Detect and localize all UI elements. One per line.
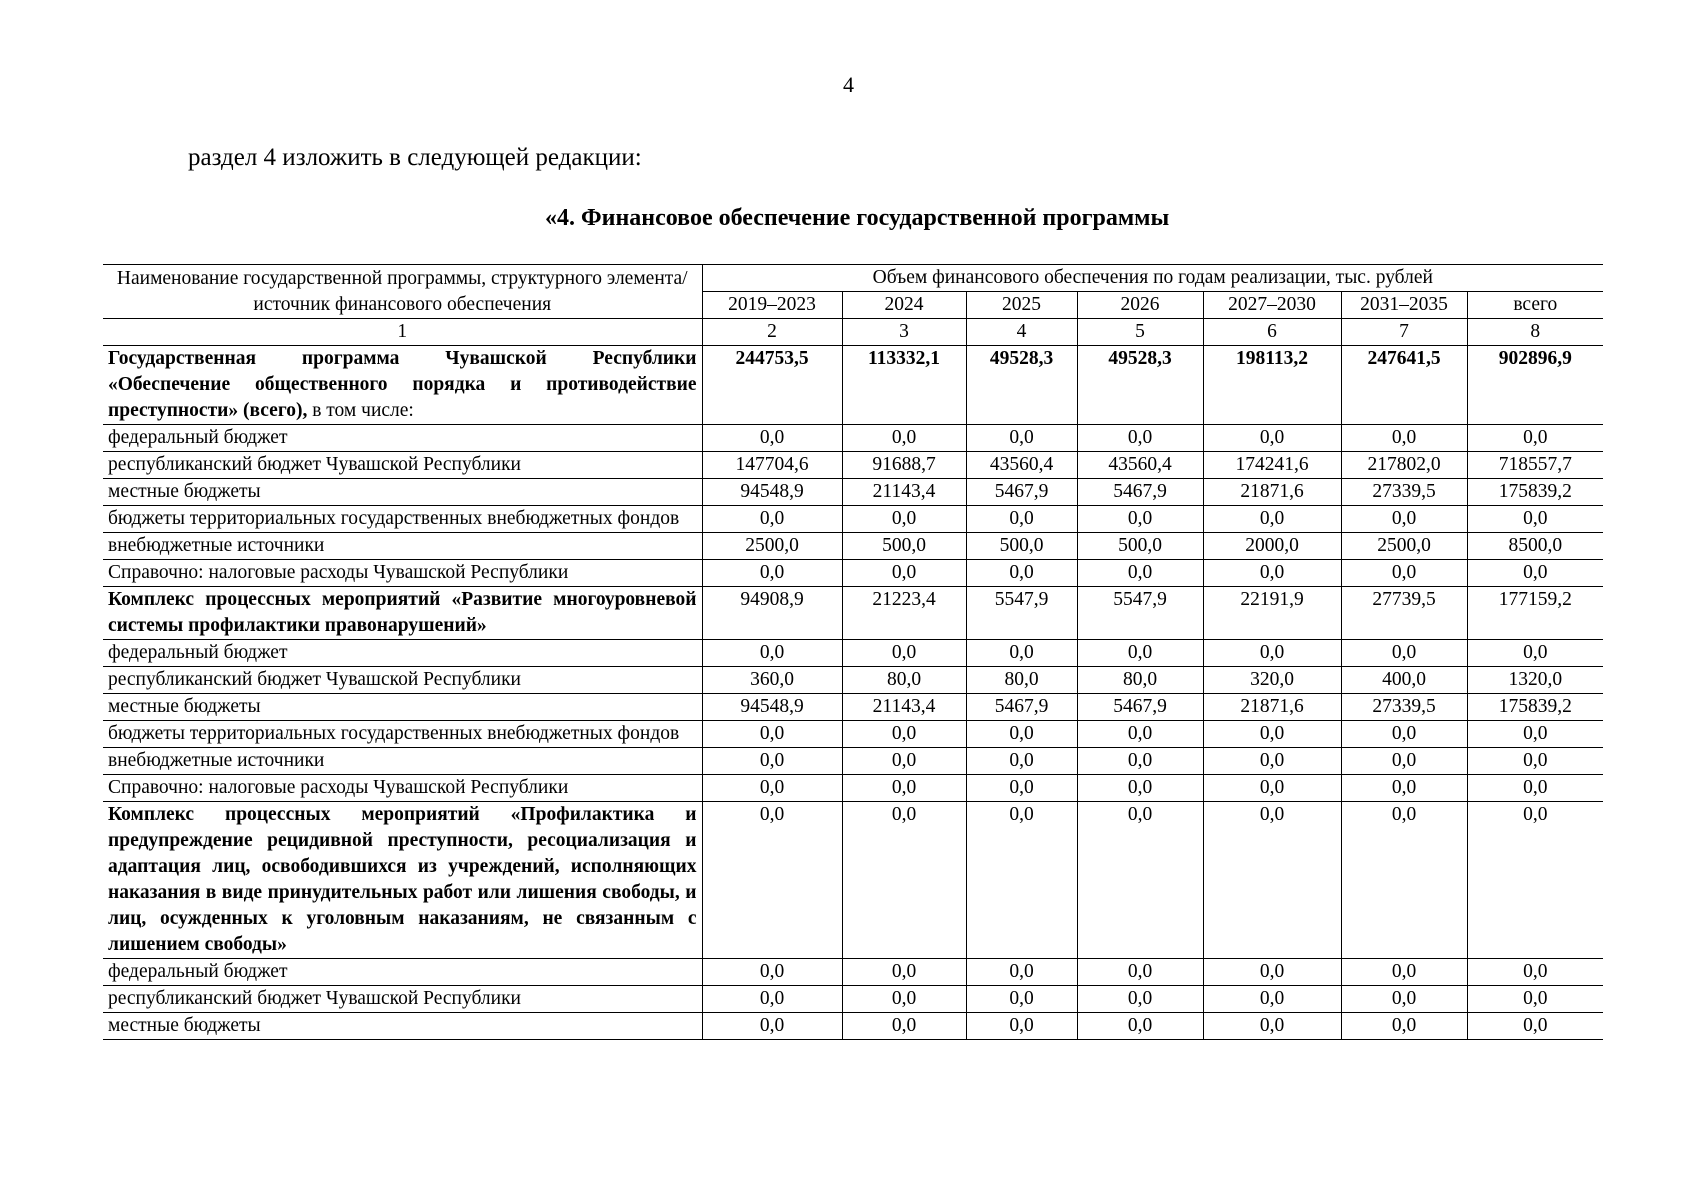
- value-cell: 0,0: [1341, 640, 1467, 667]
- header-year-cell: всего: [1467, 292, 1603, 319]
- table-row: [103, 587, 1603, 640]
- value-cell: 5467,9: [1077, 479, 1203, 506]
- row-label-cell: [103, 694, 702, 721]
- value-cell: 22191,9: [1203, 587, 1341, 640]
- column-number-cell: 6: [1203, 319, 1341, 346]
- table-row: [103, 959, 1603, 986]
- value-cell: 217802,0: [1341, 452, 1467, 479]
- header-year-cell: 2025: [966, 292, 1077, 319]
- value-cell: 43560,4: [966, 452, 1077, 479]
- table-row: [103, 640, 1603, 667]
- value-cell: 94548,9: [702, 479, 842, 506]
- value-cell: 0,0: [1077, 802, 1203, 959]
- row-label-cell: [103, 560, 702, 587]
- value-cell: 8500,0: [1467, 533, 1603, 560]
- value-cell: 360,0: [702, 667, 842, 694]
- value-cell: 174241,6: [1203, 452, 1341, 479]
- value-cell: 80,0: [966, 667, 1077, 694]
- row-label-text: республиканский бюджет Чувашской Республики: [108, 454, 521, 475]
- value-cell: 0,0: [702, 748, 842, 775]
- value-cell: 0,0: [842, 748, 966, 775]
- value-cell: 0,0: [702, 560, 842, 587]
- value-cell: 0,0: [842, 506, 966, 533]
- value-cell: 0,0: [1203, 506, 1341, 533]
- value-cell: 21223,4: [842, 587, 966, 640]
- value-cell: 21871,6: [1203, 694, 1341, 721]
- value-cell: 0,0: [702, 640, 842, 667]
- page-number: 4: [843, 72, 854, 97]
- header-year-cell: 2024: [842, 292, 966, 319]
- value-cell: 0,0: [842, 721, 966, 748]
- value-cell: 0,0: [1203, 802, 1341, 959]
- value-cell: 0,0: [1341, 959, 1467, 986]
- value-cell: 0,0: [1341, 775, 1467, 802]
- value-cell: 0,0: [702, 959, 842, 986]
- row-label-cell: [103, 452, 702, 479]
- value-cell: 0,0: [966, 775, 1077, 802]
- value-cell: 0,0: [966, 506, 1077, 533]
- value-cell: 0,0: [1341, 721, 1467, 748]
- value-cell: 177159,2: [1467, 587, 1603, 640]
- value-cell: 0,0: [1203, 959, 1341, 986]
- row-label-cell: [103, 640, 702, 667]
- value-cell: 0,0: [1341, 986, 1467, 1013]
- value-cell: 0,0: [966, 721, 1077, 748]
- value-cell: 247641,5: [1341, 346, 1467, 425]
- value-cell: 500,0: [1077, 533, 1203, 560]
- value-cell: 0,0: [1203, 748, 1341, 775]
- value-cell: 500,0: [966, 533, 1077, 560]
- value-cell: 27739,5: [1341, 587, 1467, 640]
- value-cell: 0,0: [1077, 986, 1203, 1013]
- value-cell: 0,0: [702, 721, 842, 748]
- row-label-cell: [103, 959, 702, 986]
- value-cell: 5467,9: [1077, 694, 1203, 721]
- column-number-cell: 5: [1077, 319, 1203, 346]
- row-label-bold: Комплекс процессных мероприятий «Профилактика и предупреждение рецидивной преступности, ресоциализация и адаптация лиц, освободившихся из учреждений, исполняющих наказания в виде принудительных работ или лишения свободы, и лиц, осужденных к уголовным наказаниям, не связанным с лишением свободы»: [108, 804, 697, 955]
- value-cell: 0,0: [1467, 959, 1603, 986]
- table-row: [103, 533, 1603, 560]
- row-label-cell: [103, 479, 702, 506]
- value-cell: 147704,6: [702, 452, 842, 479]
- value-cell: 0,0: [1341, 506, 1467, 533]
- value-cell: 0,0: [966, 560, 1077, 587]
- value-cell: 0,0: [1467, 802, 1603, 959]
- value-cell: 902896,9: [1467, 346, 1603, 425]
- value-cell: 0,0: [1341, 560, 1467, 587]
- value-cell: 80,0: [1077, 667, 1203, 694]
- value-cell: 500,0: [842, 533, 966, 560]
- table-row: [103, 748, 1603, 775]
- value-cell: 0,0: [1203, 986, 1341, 1013]
- value-cell: 5467,9: [966, 694, 1077, 721]
- value-cell: 80,0: [842, 667, 966, 694]
- row-label-cell: [103, 986, 702, 1013]
- value-cell: 0,0: [1077, 425, 1203, 452]
- value-cell: 0,0: [1467, 640, 1603, 667]
- section-title: «4. Финансовое обеспечение государственной программы: [545, 205, 1170, 231]
- value-cell: 0,0: [1467, 1013, 1603, 1040]
- value-cell: 0,0: [966, 640, 1077, 667]
- row-label-cell: [103, 425, 702, 452]
- value-cell: 320,0: [1203, 667, 1341, 694]
- row-label-text: внебюджетные источники: [108, 535, 325, 556]
- value-cell: 0,0: [842, 986, 966, 1013]
- row-label-text: бюджеты территориальных государственных внебюджетных фондов: [108, 508, 680, 529]
- row-label-cell: [103, 506, 702, 533]
- intro-text: раздел 4 изложить в следующей редакции:: [188, 144, 642, 171]
- value-cell: 2500,0: [1341, 533, 1467, 560]
- value-cell: 0,0: [1467, 721, 1603, 748]
- value-cell: 0,0: [702, 506, 842, 533]
- row-label-text: местные бюджеты: [108, 481, 261, 502]
- column-number-cell: 8: [1467, 319, 1603, 346]
- value-cell: 2000,0: [1203, 533, 1341, 560]
- column-number-cell: 4: [966, 319, 1077, 346]
- value-cell: 0,0: [702, 986, 842, 1013]
- value-cell: 0,0: [1077, 506, 1203, 533]
- row-label-text: республиканский бюджет Чувашской Республики: [108, 988, 521, 1009]
- value-cell: 0,0: [842, 802, 966, 959]
- value-cell: 0,0: [702, 775, 842, 802]
- value-cell: 0,0: [966, 425, 1077, 452]
- header-volume-cell: Объем финансового обеспечения по годам реализации, тыс. рублей: [702, 265, 1603, 292]
- value-cell: 244753,5: [702, 346, 842, 425]
- row-label-bold: Государственная программа Чувашской Республики «Обеспечение общественного порядка и противодействие преступности» (всего),: [108, 348, 697, 421]
- value-cell: 27339,5: [1341, 479, 1467, 506]
- table-row: [103, 986, 1603, 1013]
- header-year-cell: 2019–2023: [702, 292, 842, 319]
- header-year-cell: 2031–2035: [1341, 292, 1467, 319]
- table-row: [103, 694, 1603, 721]
- column-number-cell: 3: [842, 319, 966, 346]
- value-cell: 0,0: [842, 1013, 966, 1040]
- row-label-text: федеральный бюджет: [108, 961, 288, 982]
- row-label-text: местные бюджеты: [108, 1015, 261, 1036]
- value-cell: 0,0: [1077, 640, 1203, 667]
- value-cell: 0,0: [1077, 959, 1203, 986]
- value-cell: 175839,2: [1467, 479, 1603, 506]
- row-label-cell: [103, 587, 702, 640]
- value-cell: 0,0: [1467, 560, 1603, 587]
- column-number-cell: 7: [1341, 319, 1467, 346]
- value-cell: 400,0: [1341, 667, 1467, 694]
- value-cell: 0,0: [842, 425, 966, 452]
- value-cell: 0,0: [702, 425, 842, 452]
- column-number-cell: 2: [702, 319, 842, 346]
- header-row-numbers: [103, 319, 1603, 346]
- table-row: [103, 667, 1603, 694]
- value-cell: 0,0: [1203, 775, 1341, 802]
- table-row: [103, 346, 1603, 425]
- row-label-cell: [103, 667, 702, 694]
- value-cell: 0,0: [702, 1013, 842, 1040]
- value-cell: 0,0: [1341, 748, 1467, 775]
- value-cell: 91688,7: [842, 452, 966, 479]
- value-cell: 0,0: [702, 802, 842, 959]
- financing-table: [103, 264, 1603, 1040]
- value-cell: 0,0: [1203, 560, 1341, 587]
- value-cell: 0,0: [842, 959, 966, 986]
- table-row: [103, 479, 1603, 506]
- value-cell: 5547,9: [1077, 587, 1203, 640]
- value-cell: 0,0: [1203, 640, 1341, 667]
- row-label-cell: [103, 1013, 702, 1040]
- value-cell: 0,0: [966, 802, 1077, 959]
- value-cell: 0,0: [966, 1013, 1077, 1040]
- value-cell: 0,0: [1341, 802, 1467, 959]
- column-number-cell: 1: [103, 319, 702, 346]
- value-cell: 94908,9: [702, 587, 842, 640]
- value-cell: 113332,1: [842, 346, 966, 425]
- value-cell: 0,0: [842, 640, 966, 667]
- value-cell: 1320,0: [1467, 667, 1603, 694]
- value-cell: 0,0: [966, 748, 1077, 775]
- row-label-text: внебюджетные источники: [108, 750, 325, 771]
- value-cell: 5547,9: [966, 587, 1077, 640]
- value-cell: 198113,2: [1203, 346, 1341, 425]
- value-cell: 0,0: [1467, 425, 1603, 452]
- value-cell: 0,0: [1467, 775, 1603, 802]
- table-row: [103, 721, 1603, 748]
- row-label-cell: [103, 721, 702, 748]
- value-cell: 0,0: [1341, 425, 1467, 452]
- value-cell: 0,0: [842, 775, 966, 802]
- value-cell: 0,0: [966, 959, 1077, 986]
- row-label-text: федеральный бюджет: [108, 642, 288, 663]
- table-body: [103, 346, 1603, 1040]
- value-cell: 43560,4: [1077, 452, 1203, 479]
- header-name-cell: Наименование государственной программы, структурного элемента/ источник финансового обеспечения: [103, 265, 702, 319]
- table-row: [103, 452, 1603, 479]
- value-cell: 718557,7: [1467, 452, 1603, 479]
- header-year-cell: 2027–2030: [1203, 292, 1341, 319]
- value-cell: 0,0: [1077, 560, 1203, 587]
- value-cell: 175839,2: [1467, 694, 1603, 721]
- row-label-text: федеральный бюджет: [108, 427, 288, 448]
- row-label-text: республиканский бюджет Чувашской Республики: [108, 669, 521, 690]
- row-label-bold: Комплекс процессных мероприятий «Развитие многоуровневой системы профилактики правонарушений»: [108, 589, 697, 636]
- value-cell: 2500,0: [702, 533, 842, 560]
- value-cell: 0,0: [1203, 721, 1341, 748]
- row-label-text: Справочно: налоговые расходы Чувашской Республики: [108, 562, 569, 583]
- value-cell: 0,0: [1467, 748, 1603, 775]
- row-label-cell: [103, 346, 702, 425]
- row-label-cell: [103, 802, 702, 959]
- row-label-cell: [103, 748, 702, 775]
- header-row-1: [103, 265, 1603, 292]
- value-cell: 0,0: [1077, 721, 1203, 748]
- value-cell: 0,0: [1203, 1013, 1341, 1040]
- table-row: [103, 560, 1603, 587]
- row-label-cell: [103, 533, 702, 560]
- row-label-text: бюджеты территориальных государственных внебюджетных фондов: [108, 723, 680, 744]
- value-cell: 0,0: [1467, 506, 1603, 533]
- value-cell: 21871,6: [1203, 479, 1341, 506]
- table-row: [103, 802, 1603, 959]
- value-cell: 94548,9: [702, 694, 842, 721]
- table-row: [103, 1013, 1603, 1040]
- value-cell: 0,0: [1077, 1013, 1203, 1040]
- value-cell: 0,0: [1077, 748, 1203, 775]
- value-cell: 0,0: [1467, 986, 1603, 1013]
- table-row: [103, 425, 1603, 452]
- value-cell: 27339,5: [1341, 694, 1467, 721]
- table-row: [103, 775, 1603, 802]
- row-label-text: местные бюджеты: [108, 696, 261, 717]
- row-label-text: Справочно: налоговые расходы Чувашской Республики: [108, 777, 569, 798]
- value-cell: 21143,4: [842, 479, 966, 506]
- row-label-cell: [103, 775, 702, 802]
- value-cell: 0,0: [1203, 425, 1341, 452]
- value-cell: 0,0: [1077, 775, 1203, 802]
- value-cell: 0,0: [1341, 1013, 1467, 1040]
- value-cell: 21143,4: [842, 694, 966, 721]
- row-label-text: в том числе:: [307, 400, 414, 421]
- value-cell: 49528,3: [1077, 346, 1203, 425]
- value-cell: 5467,9: [966, 479, 1077, 506]
- table-row: [103, 506, 1603, 533]
- value-cell: 0,0: [966, 986, 1077, 1013]
- header-year-cell: 2026: [1077, 292, 1203, 319]
- value-cell: 0,0: [842, 560, 966, 587]
- value-cell: 49528,3: [966, 346, 1077, 425]
